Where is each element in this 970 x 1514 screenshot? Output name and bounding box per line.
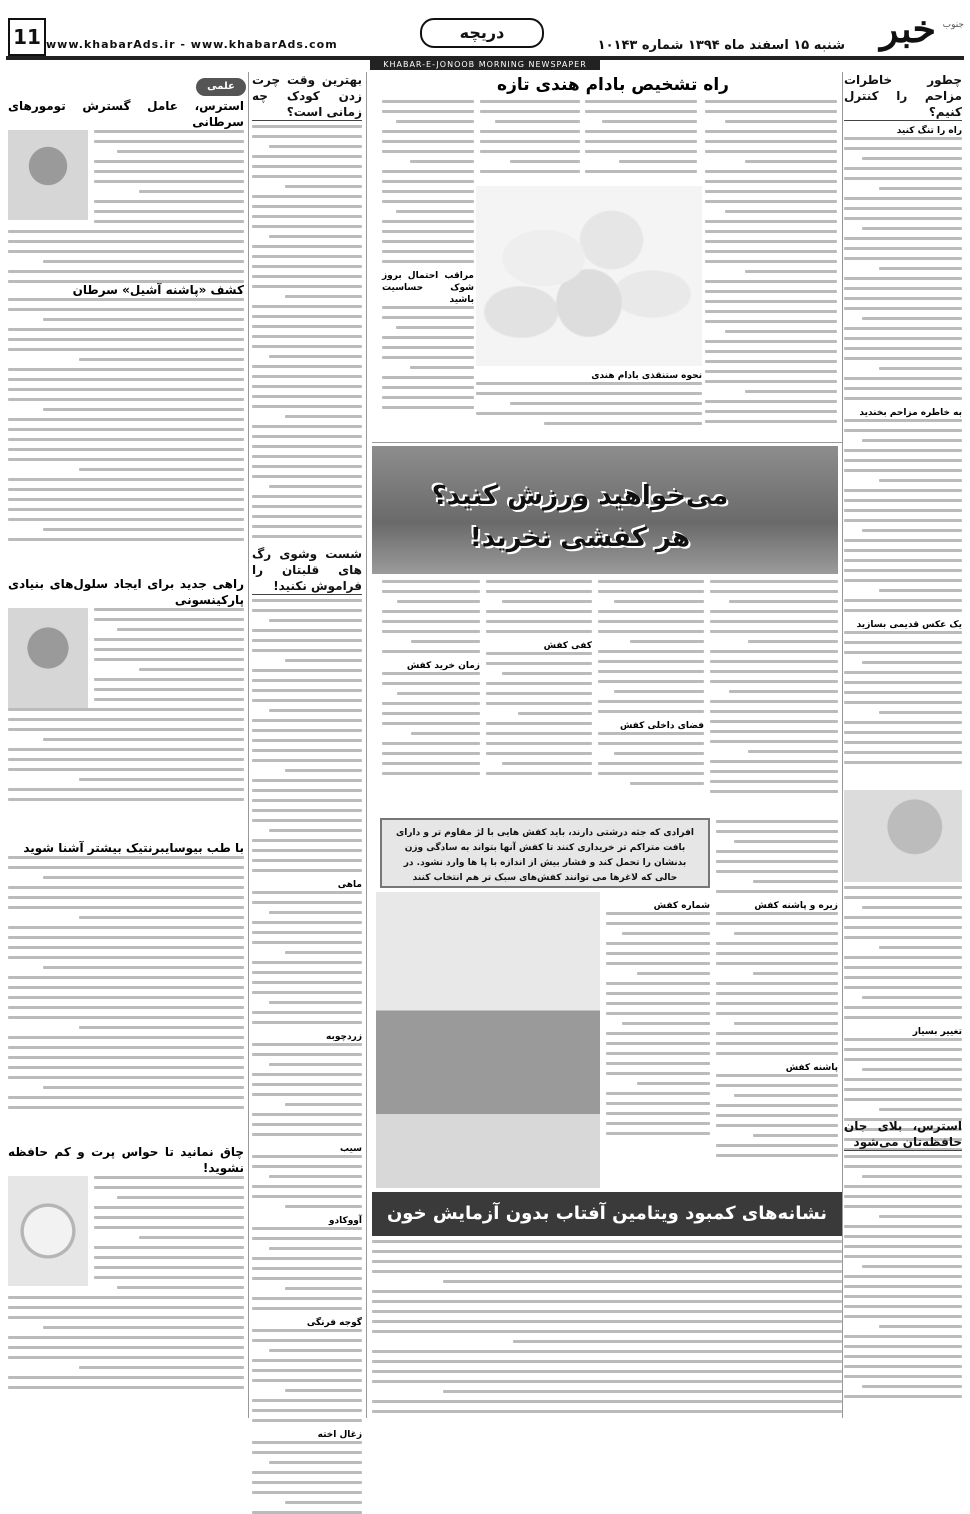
- science-article-2: [8, 282, 244, 572]
- column-rule-mid: [366, 72, 367, 1418]
- cashew-divider: [372, 442, 842, 443]
- website-address[interactable]: www.khabarAds.ir - www.khabarAds.com: [46, 38, 338, 51]
- sneakers-pull-quote: افرادی که جثه درشتی دارند، باید کفش هایی با لژ مقاوم تر و دارای بافت متراکم تر خریداری کنند تا کفش آنها بتواند به سادگی وزن بدنشان را تحمل کند و فشار بیش از اندازه با پا ها وارد نشود. در حالی که لاغرها می توانند کفش‌های سبک تر هم انتخاب کنند: [380, 818, 710, 888]
- veins-sub5: گوجه فرنگی: [306, 1318, 362, 1328]
- scientist-photo: [8, 608, 88, 708]
- veins-article: [252, 546, 362, 1440]
- sneakers-sub6: پاشنه کفش: [785, 1063, 838, 1073]
- veins-title: شست وشوی رگ های قلبتان را فراموش نکنید!: [252, 547, 362, 593]
- veins-sub6: زغال اخته: [317, 1430, 362, 1440]
- scale-photo: [8, 1176, 88, 1286]
- memories-sub2: به خاطره مزاحم بخندید: [859, 408, 962, 418]
- memories-sub1: راه را تنگ کنید: [896, 126, 962, 136]
- sneaker-photo: [376, 892, 600, 1188]
- sneakers-text-col6: [606, 900, 710, 1186]
- cashew-sub2: نحوه ستنقذی بادام هندی: [591, 371, 702, 381]
- science-title-4: با طب بیوسایبرنتیک بیشتر آشنا شوید: [23, 841, 244, 855]
- cashew-text-col4: [382, 100, 474, 440]
- cashew-text-bottom: [476, 370, 702, 440]
- cashew-title: راه تشخیص بادام هندی تازه: [497, 75, 729, 95]
- science-title-3: راهی جدید برای ایجاد سلول‌های بنیادی پارکینسونی: [8, 577, 244, 607]
- veins-sub1: ماهی: [337, 880, 362, 890]
- cashew-text-col1: [705, 100, 837, 440]
- sneakers-sub5: شماره کفش: [653, 901, 710, 911]
- sneakers-text-col2: [598, 580, 704, 808]
- sneakers-headline-2: هر کفشی نخرید!: [469, 523, 691, 553]
- veins-sub3: سیب: [339, 1144, 362, 1154]
- column-rule-left: [248, 72, 249, 1418]
- stress-article: [844, 1118, 962, 1418]
- science-title-1: استرس، عامل گسترش تومورهای سرطانی: [8, 99, 244, 129]
- science-article-3: [8, 576, 244, 836]
- science-article-4: [8, 840, 244, 1140]
- memories-text-2: [844, 419, 962, 612]
- memories-text-3: [844, 631, 962, 764]
- sneakers-text-col4: [382, 580, 480, 808]
- page-header: [0, 0, 970, 62]
- cashew-title-box: [390, 72, 836, 98]
- veins-sub2: زردچوبه: [326, 1032, 362, 1042]
- memories-title: چطور خاطرات مزاحم را کنترل کنیم؟: [844, 73, 962, 119]
- sleep-title: بهترین وقت چرت زدن کودک چه زمانی است؟: [252, 73, 362, 119]
- sneakers-sub2: کفی کفش: [543, 641, 592, 651]
- cashew-sub1: مراقب احتمال بروز شوک حساسیت باشید: [382, 271, 474, 305]
- newspaper-logo: خبر: [880, 6, 936, 51]
- science-section-tab: علمی: [196, 78, 246, 96]
- paper-english-name: KHABAR-E-JONOOB MORNING NEWSPAPER: [370, 60, 600, 70]
- page-number: 11: [8, 18, 46, 56]
- cashew-text-col2: [585, 100, 697, 182]
- sneakers-headline: [380, 475, 780, 559]
- memories-sub3: یک عکس قدیمی بسازید: [856, 620, 962, 630]
- logo-subtitle: جنوب: [942, 20, 964, 30]
- sneakers-text-col5: [716, 820, 838, 1186]
- vitamin-title: نشانه‌های کمبود ویتامین آفتاب بدون آزمایش خون: [372, 1192, 842, 1236]
- sneakers-headline-1: می‌خواهید ورزش کنید؟: [431, 481, 729, 511]
- memories-sub4: تغییر بسیار: [912, 1027, 962, 1037]
- brain-photo: [844, 790, 962, 882]
- section-title: دریچه: [420, 18, 544, 48]
- vitamin-article: [372, 1240, 842, 1420]
- man-photo: [8, 130, 88, 220]
- science-title-5: چاق نمانید تا حواس پرت و کم حافظه نشوید!: [8, 1145, 244, 1175]
- memories-article: [844, 72, 962, 792]
- memories-article-cont: [844, 886, 962, 1116]
- sleep-article: [252, 72, 362, 542]
- sneakers-sub4: زیره و پاشنه کفش: [754, 901, 838, 911]
- sneakers-sub1: فضای داخلی کفش: [619, 721, 704, 731]
- veins-sub4: آووکادو: [328, 1216, 362, 1226]
- cashew-text-col3: [480, 100, 580, 182]
- issue-date: شنبه ۱۵ اسفند ماه ۱۳۹۴ شماره ۱۰۱۴۳: [597, 38, 845, 53]
- sneakers-text-col1: [710, 580, 838, 808]
- science-article-1: [8, 98, 244, 278]
- cashew-photo: [476, 186, 702, 366]
- sneakers-sub3: زمان خرید کفش: [406, 661, 480, 671]
- memories-text-1: [844, 137, 962, 400]
- stress-title: استرس، بلای جان حافظه‌تان می‌شود: [844, 1119, 962, 1149]
- science-title-2: کشف «پاشنه آشیل» سرطان: [72, 283, 244, 297]
- sneakers-text-col3: [486, 580, 592, 808]
- column-rule-right: [842, 72, 843, 1418]
- science-article-5: [8, 1144, 244, 1420]
